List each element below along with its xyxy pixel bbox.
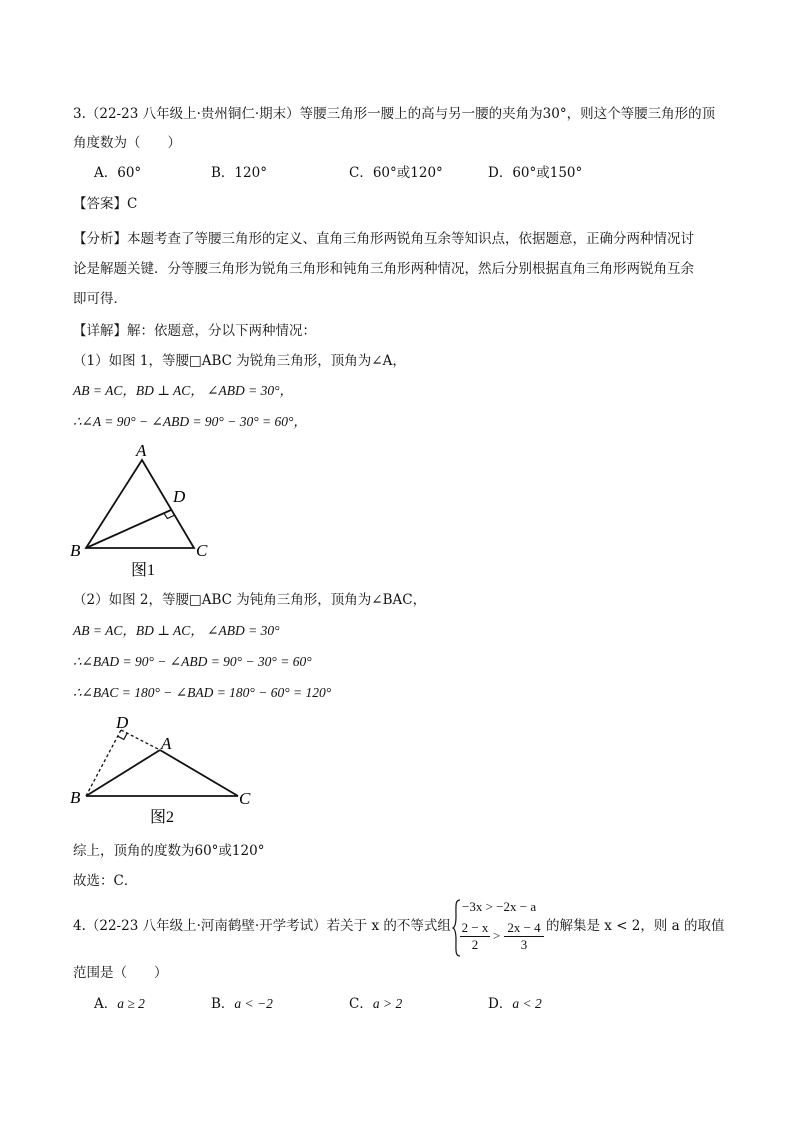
figure-2 <box>60 708 270 828</box>
q3-option-d <box>488 164 582 182</box>
q4-left-fraction <box>460 920 490 953</box>
q3-option-c-label: C． <box>349 165 373 181</box>
q4-left-numerator: 2 − x <box>461 920 489 935</box>
q3-case2-line3: ∴∠BAD = 90° − ∠ABD = 90° − 30° = 60° <box>73 654 312 669</box>
q3-choice: 故选：C． <box>73 873 138 889</box>
fig2-segment-da-dashed <box>121 730 160 750</box>
fig1-caption: 图1 <box>131 562 156 579</box>
q3-option-c-text: 60°或120° <box>372 165 443 181</box>
fig2-segment-ba <box>86 750 160 796</box>
q4-option-d-label: D． <box>488 996 513 1012</box>
figure-1 <box>60 438 230 583</box>
fig1-label-d: D <box>173 487 186 506</box>
fig2-label-b: B <box>70 788 81 807</box>
fig2-label-a: A <box>161 734 172 753</box>
q3-answer: 【答案】C <box>73 196 138 212</box>
q4-left-denominator: 2 <box>471 937 479 952</box>
q3-option-d-label: D． <box>488 165 513 181</box>
q3-option-b-text: 120° <box>234 165 267 181</box>
q3-case1-line1: （1）如图 1，等腰□ABC 为锐角三角形，顶角为∠A， <box>73 353 406 369</box>
q3-detail-intro: 【详解】解：依题意，分以下两种情况： <box>73 323 316 339</box>
q3-case1-line2: AB = AC，BD ⊥ AC， ∠ABD = 30°， <box>73 383 293 398</box>
q4-system-row1: −3x > −2x − a <box>462 899 537 914</box>
q4-option-d-text: a < 2 <box>512 996 542 1011</box>
fig2-segment-ac <box>160 750 238 796</box>
q3-case1-line3: ∴∠A = 90° − ∠ABD = 90° − 30° = 60°， <box>73 414 307 429</box>
q3-option-a-text: 60° <box>117 165 142 181</box>
q3-option-a <box>94 164 141 182</box>
q4-right-numerator: 2x − 4 <box>504 920 544 937</box>
fig2-right-angle-mark <box>118 733 128 739</box>
fig1-label-b: B <box>70 541 81 560</box>
q3-case2-line2: AB = AC，BD ⊥ AC， ∠ABD = 30° <box>73 623 280 638</box>
q4-right-fraction <box>504 920 544 953</box>
q3-summary: 综上，顶角的度数为60°或120° <box>73 843 265 859</box>
q3-option-c <box>349 164 443 182</box>
q4-option-a <box>94 995 145 1013</box>
q3-option-d-text: 60°或150° <box>512 165 583 181</box>
q3-analysis-line3: 即可得． <box>73 291 127 307</box>
q4-relation: > <box>493 928 501 943</box>
q3-analysis-line1: 【分析】本题考查了等腰三角形的定义、直角三角形两锐角互余等知识点，依据题意，正确分两种情况讨 <box>73 231 694 247</box>
q3-option-b-label: B． <box>211 165 235 181</box>
q3-stem-line1: 3.（22-23 八年级上·贵州铜仁·期末）等腰三角形一腰上的高与另一腰的夹角为30°，则这个等腰三角形的顶 <box>73 106 716 122</box>
q3-case2-line1: （2）如图 2，等腰□ABC 为钝角三角形，顶角为∠BAC， <box>73 592 427 608</box>
q4-stem-suffix: 的解集是 x < 2，则 a 的取值 <box>546 918 725 934</box>
q3-stem-line2: 角度数为（ ） <box>73 135 181 151</box>
q4-option-b-label: B． <box>211 996 235 1012</box>
q4-option-b <box>211 995 273 1013</box>
q3-option-b <box>211 164 267 182</box>
q4-option-d <box>488 995 542 1013</box>
fig1-label-a: A <box>136 441 147 460</box>
q4-stem-prefix: 4.（22-23 八年级上·河南鹤壁·开学考试）若关于 x 的不等式组 <box>73 918 451 934</box>
fig2-label-c: C <box>239 789 251 808</box>
q3-option-a-label: A． <box>94 165 118 181</box>
q4-option-c-text: a > 2 <box>372 996 403 1011</box>
q4-option-a-text: a ≥ 2 <box>117 996 145 1011</box>
q3-case2-line4: ∴∠BAC = 180° − ∠BAD = 180° − 60° = 120° <box>73 685 332 700</box>
fig1-label-c: C <box>196 541 208 560</box>
q4-stem-line2: 范围是（ ） <box>73 965 168 981</box>
q4-option-b-text: a < −2 <box>234 996 273 1011</box>
q3-analysis-line2: 论是解题关键．分等腰三角形为锐角三角形和钝角三角形两种情况，然后分别根据直角三角形两锐角互余 <box>73 261 694 277</box>
fig1-right-angle-mark <box>164 513 174 518</box>
q4-right-denominator: 3 <box>520 937 528 952</box>
q4-option-c-label: C． <box>349 996 373 1012</box>
fig2-caption: 图2 <box>150 809 175 826</box>
q4-option-a-label: A． <box>94 996 118 1012</box>
fig2-label-d: D <box>116 713 129 732</box>
q4-option-c <box>349 995 402 1013</box>
q4-inequality-system <box>452 898 544 960</box>
